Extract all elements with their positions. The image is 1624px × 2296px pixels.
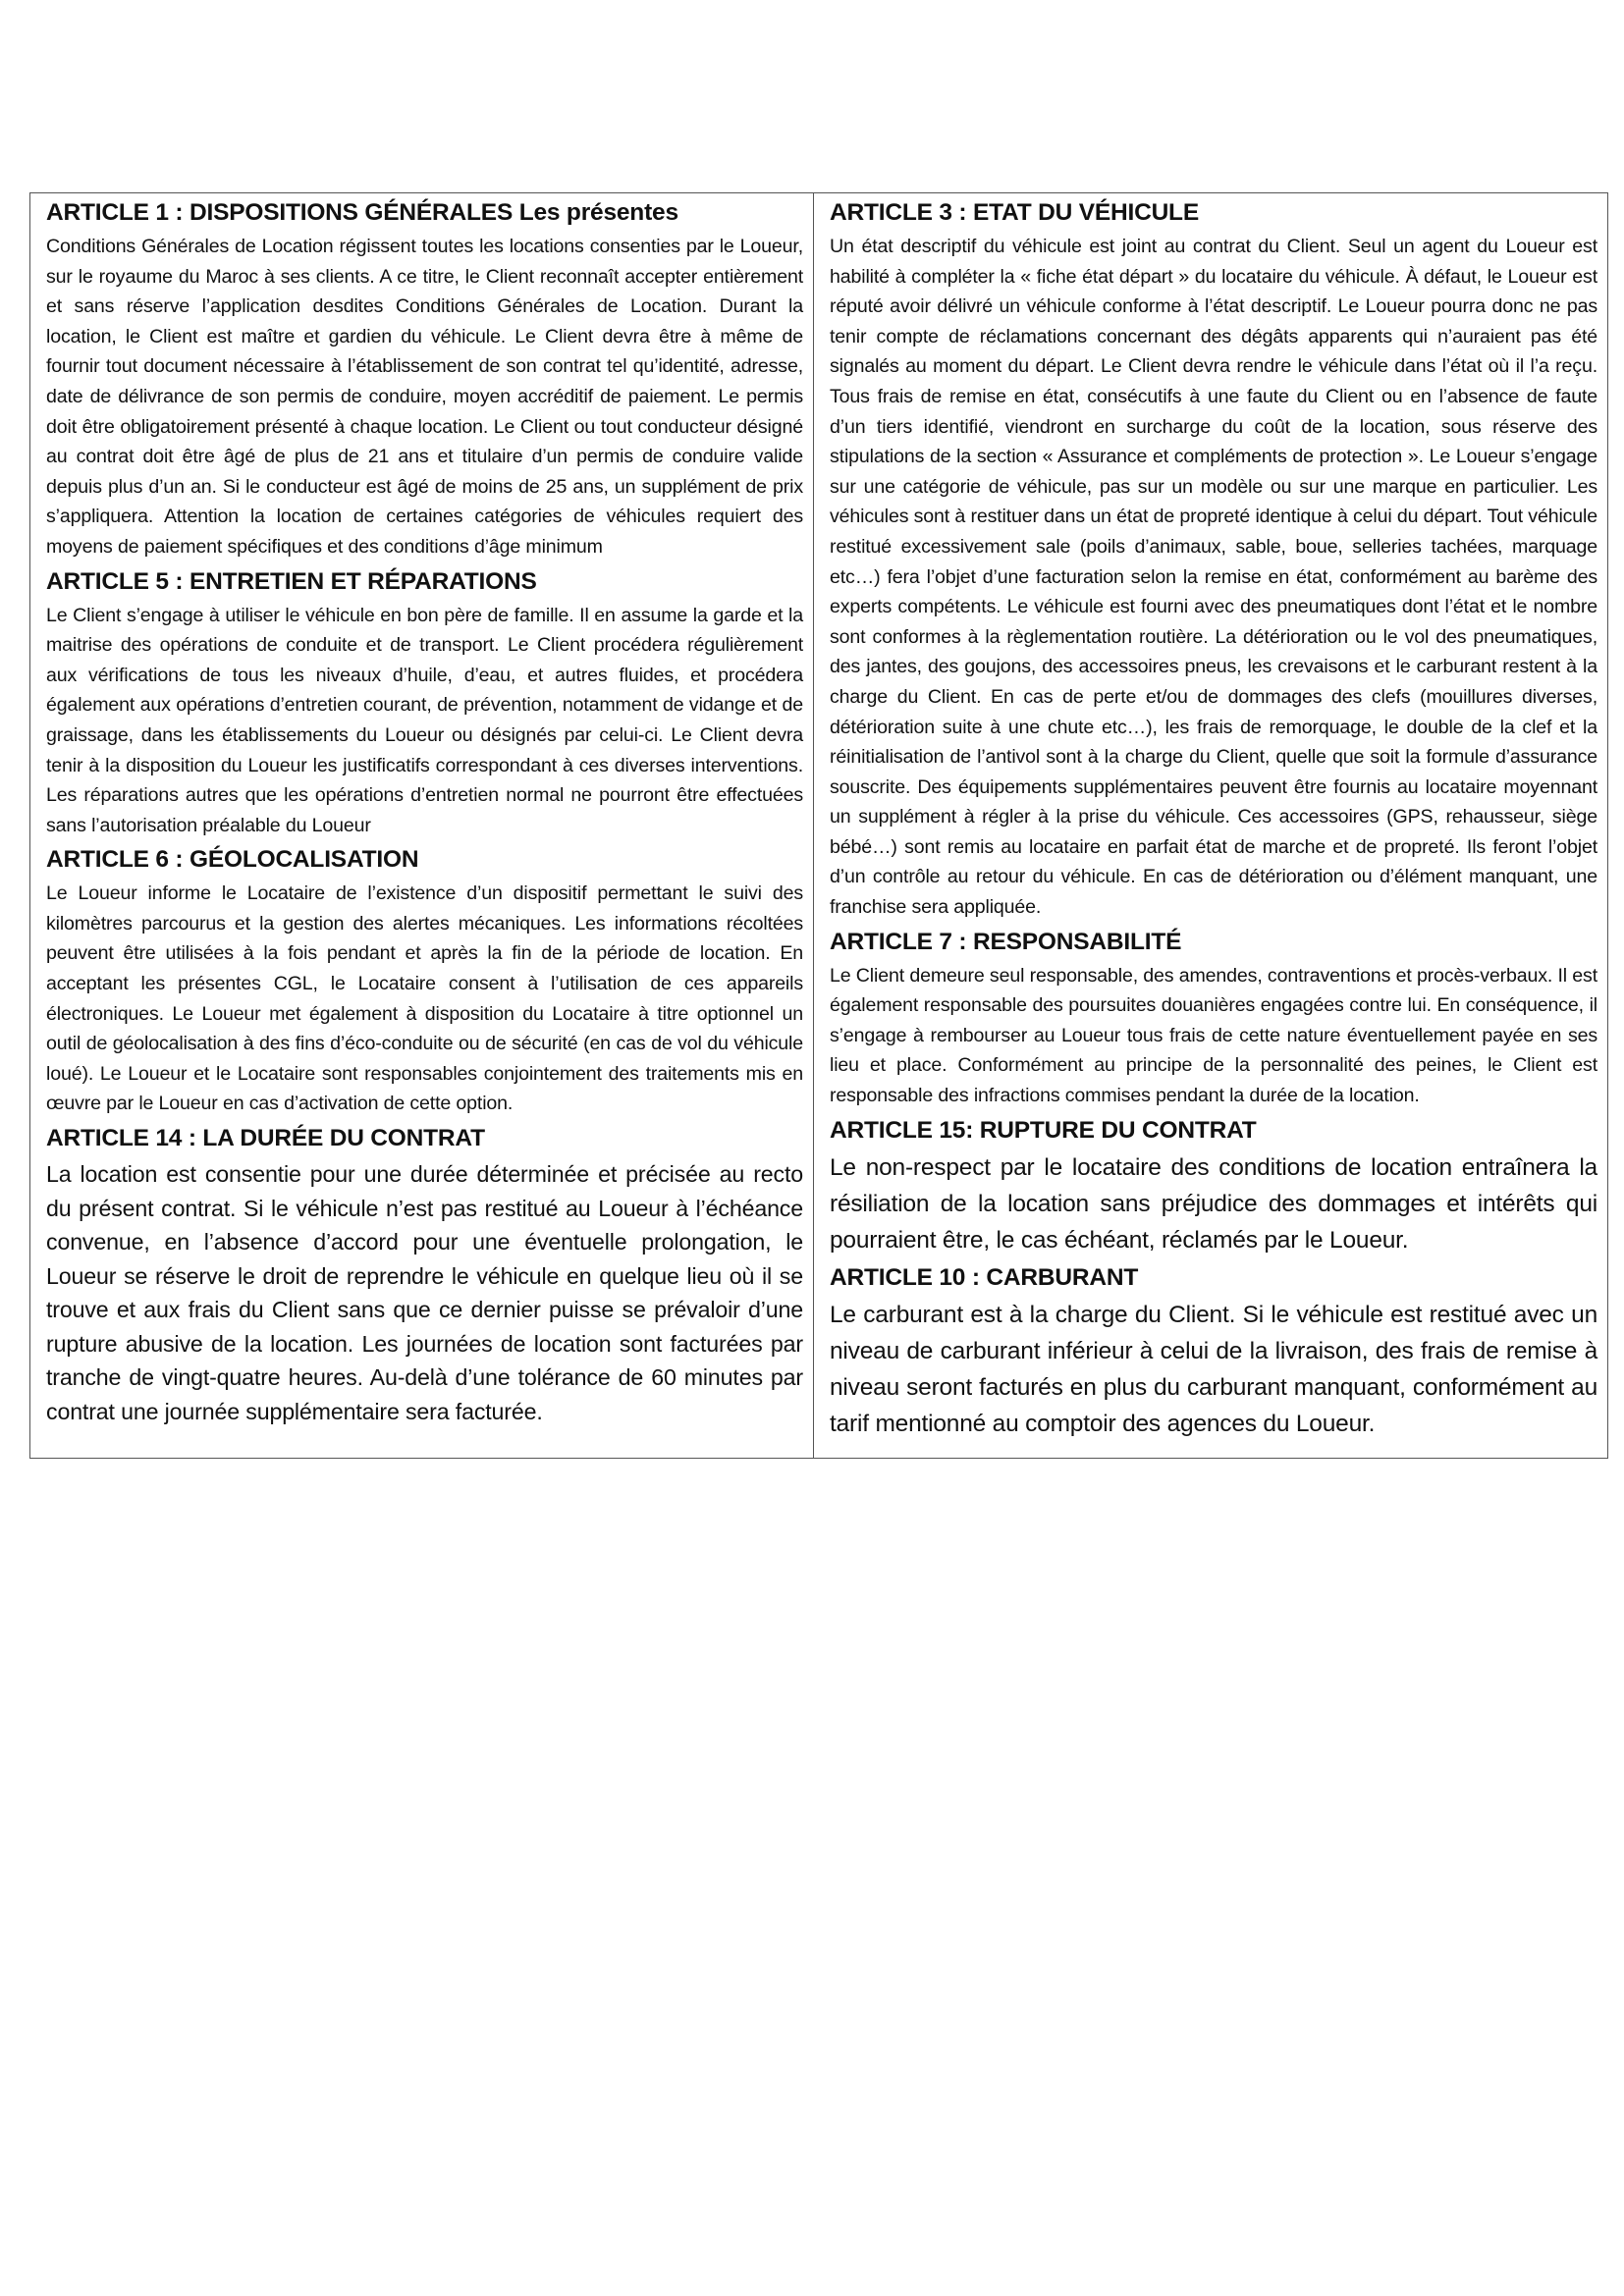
- article-6-text: Le Loueur informe le Locataire de l’existence d’un dispositif permettant le suivi des kilomètres parcourus et la gestion des alertes mécaniques. Les informations récoltées peuvent être utilisées à la fois pendant et après la fin de la période de location. En acceptant les présentes CGL, le Locataire consent à l’utilisation de ces appareils électroniques. Le Loueur met également à disposition du Locataire à titre optionnel un outil de géolocalisation à des fins d’éco-conduite ou de sécurité (en cas de vol du véhicule loué). Le Loueur et le Locataire sont responsables conjointement des traitements mis en œuvre par le Loueur en cas d’activation de cette option.: [46, 882, 803, 1115]
- article-14-heading: ARTICLE 14 : LA DURÉE DU CONTRAT: [46, 1125, 485, 1152]
- article-1-heading: [46, 197, 803, 229]
- article-15-text: Le non-respect par le locataire des conditions de location entraînera la résiliation de la location sans préjudice des dommages et intérêts qui pourraient être, le cas échéant, réclamés par le Loueur.: [830, 1153, 1597, 1254]
- right-column: [814, 193, 1608, 1459]
- article-5-text: Le Client s’engage à utiliser le véhicule en bon père de famille. Il en assume la garde et la maitrise des opérations de conduite et de transport. Le Client procédera régulièrement aux vérifications de tous les niveaux d’huile, d’eau, et autres fluides, et procédera également aux opérations d’entretien courant, de prévention, notamment de vidange et de graissage, dans les établissements du Loueur ou désignés par celui-ci. Le Client devra tenir à la disposition du Loueur les justificatifs correspondant à ces diverses interventions. Les réparations autres que les opérations d’entretien normal ne pourront être effectuées sans l’autorisation préalable du Loueur: [46, 604, 803, 836]
- conditions-table: [29, 192, 1608, 1459]
- left-column: [30, 193, 814, 1459]
- article-1-text: Conditions Générales de Location régissent toutes les locations consenties par le Loueur, sur le royaume du Maroc à ses clients. A ce titre, le Client reconnaît accepter entièrement et sans réserve l’application desdites Conditions Générales de Location. Durant la location, le Client est maître et gardien du véhicule. Le Client devra être à même de fournir tout document nécessaire à l’établissement de son contrat tel qu’identité, adresse, date de délivrance de son permis de conduire, moyen accréditif de paiement. Le permis doit être obligatoirement présenté à chaque location. Le Client ou tout conducteur désigné au contrat doit être âgé de plus de 21 ans et titulaire d’un permis de conduire valide depuis plus d’un an. Si le conducteur est âgé de moins de 25 ans, un supplément de prix s’appliquera. Attention la location de certaines catégories de véhicules requiert des moyens de paiement spécifiques et des conditions d’âge minimum: [46, 236, 803, 558]
- article-3-heading: ARTICLE 3 : ETAT DU VÉHICULE: [830, 199, 1199, 226]
- article-10-heading: ARTICLE 10 : CARBURANT: [830, 1263, 1139, 1291]
- article-7-heading: ARTICLE 7 : RESPONSABILITÉ: [830, 928, 1182, 955]
- article-1-intro: Les présentes: [513, 199, 678, 226]
- article-14-text: La location est consentie pour une durée déterminée et précisée au recto du présent contrat. Si le véhicule n’est pas restitué au Loueur à l’échéance convenue, en l’absence d’accord pour une éventuelle prolongation, le Loueur se réserve le droit de reprendre le véhicule en quelque lieu où il se trouve et aux frais du Client sans que ce dernier puisse se prévaloir d’une rupture abusive de la location. Les journées de location sont facturées par tranche de vingt-quatre heures. Au-delà d’une tolérance de 60 minutes par contrat une journée supplémentaire sera facturée.: [46, 1161, 803, 1424]
- article-10-text: Le carburant est à la charge du Client. Si le véhicule est restitué avec un niveau de carburant inférieur à celui de la livraison, des frais de remise à niveau seront facturés en plus du carburant manquant, conformément au tarif mentionné au comptoir des agences du Loueur.: [830, 1301, 1597, 1437]
- article-3-text: Un état descriptif du véhicule est joint au contrat du Client. Seul un agent du Loueur est habilité à compléter la « fiche état départ » du locataire du véhicule. À défaut, le Loueur est réputé avoir délivré un véhicule conforme à l’état descriptif. Le Loueur pourra donc ne pas tenir compte de réclamations concernant des dégâts apparents qui n’auraient pas été signalés au moment du départ. Le Client devra rendre le véhicule dans l’état où il l’a reçu. Tous frais de remise en état, consécutifs à une faute du Client ou en l’absence de faute d’un tiers identifié, viendront en surcharge du coût de la location, sous réserve des stipulations de la section « Assurance et compléments de protection ». Le Loueur s’engage sur une catégorie de véhicule, pas sur un modèle ou sur une marque en particulier. Les véhicules sont à restituer dans un état de propreté identique à celui du départ. Tout véhicule restitué excessivement sale (poils d’animaux, sable, boue, selleries tachées, marquage etc…) fera l’objet d’une facturation selon la remise en état, conformément au barème des experts compétents. Le véhicule est fourni avec des pneumatiques dont l’état et le nombre sont conformes à la règlementation routière. La détérioration ou le vol des pneumatiques, des jantes, des goujons, des accessoires pneus, les crevaisons et le carburant restent à la charge du Client. En cas de perte et/ou de dommages des clefs (mouillures diverses, détérioration suite à une chute etc…), les frais de remorquage, le double de la clef et la réinitialisation de l’antivol sont à la charge du Client, quelle que soit la formule d’assurance souscrite. Des équipements supplémentaires peuvent être fournis au locataire moyennant un supplément à régler à la prise du véhicule. Ces accessoires (GPS, rehausseur, siège bébé…) sont remis au locataire en parfait état de marche et de propreté. Ils feront l’objet d’un contrôle au retour du véhicule. En cas de détérioration ou d’élément manquant, une franchise sera appliquée.: [830, 236, 1597, 919]
- article-15-heading: ARTICLE 15: RUPTURE DU CONTRAT: [830, 1116, 1257, 1144]
- article-7-text: Le Client demeure seul responsable, des amendes, contraventions et procès-verbaux. Il est également responsable des poursuites douanières engagées contre lui. En conséquence, il s’engage à rembourser au Loueur tous frais de cette nature éventuellement payée en ses lieu et place. Conformément au principe de la personnalité des peines, le Client est responsable des infractions commises pendant la durée de la location.: [830, 964, 1597, 1107]
- article-5-heading: ARTICLE 5 : ENTRETIEN ET RÉPARATIONS: [46, 567, 537, 595]
- article-6-heading: ARTICLE 6 : GÉOLOCALISATION: [46, 846, 419, 874]
- article-1-title: ARTICLE 1 : DISPOSITIONS GÉNÉRALES: [46, 199, 514, 226]
